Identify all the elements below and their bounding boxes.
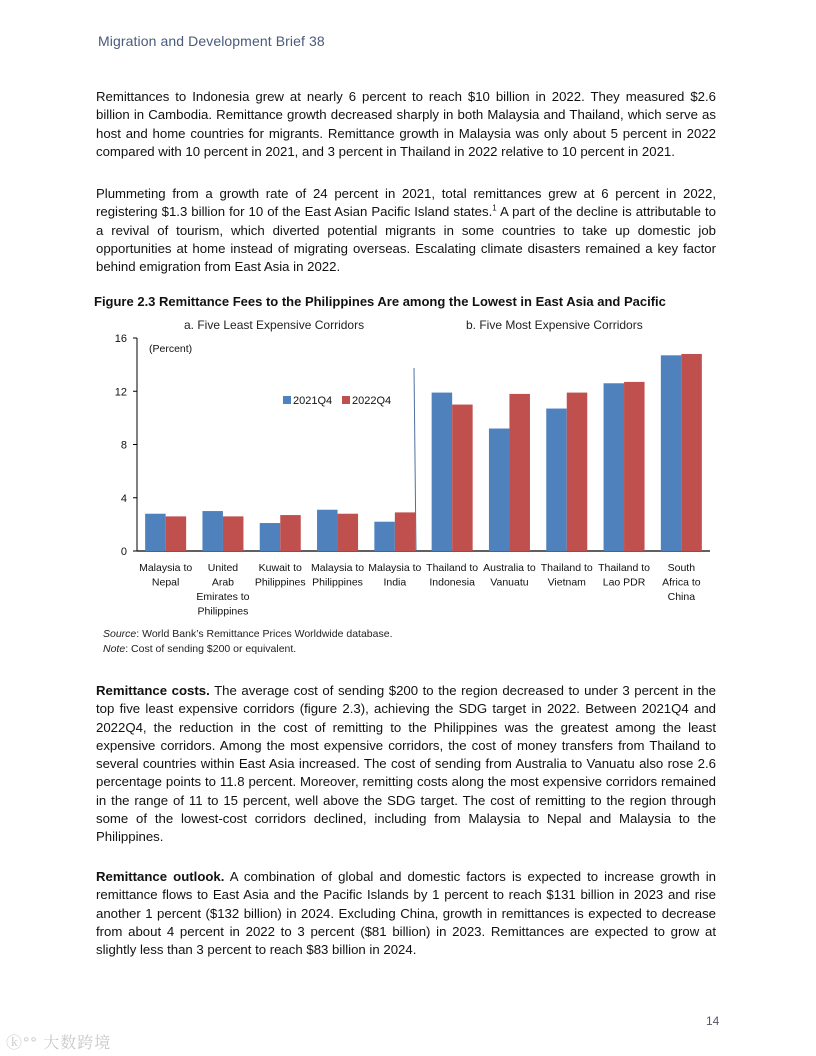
paragraph-text: Plummeting from a growth rate of 24 percent in 2021, total remittances grew at 6 percent in 2022, registering $1.3 billion for 10 of the East Asian Pacific Island states. [96,186,716,220]
x-tick-label: Vanuatu [490,576,529,589]
bar-2022q4 [452,405,473,551]
figure-note: Note: Cost of sending $200 or equivalent. [103,643,297,655]
figure-title: Figure 2.3 Remittance Fees to the Philippines Are among the Lowest in East Asia and Pacific [94,294,666,309]
bar-2022q4 [681,354,702,551]
x-tick-label: Malaysia to [368,562,422,574]
bar-2021q4 [489,429,510,551]
watermark: ⓚ°° 大数跨境 [6,1035,112,1052]
x-tick-label: Lao PDR [602,576,646,589]
bar-2021q4 [546,409,567,551]
bar-2021q4 [661,355,682,551]
x-tick-label: Malaysia to [310,562,365,574]
x-tick-label: Africa to [662,576,701,589]
paragraph-remittance-costs [96,682,716,847]
bar-2021q4 [432,393,453,551]
watermark-logo-icon: ⓚ°° [6,1035,44,1052]
bar-2021q4 [145,514,166,551]
x-tick-label: Thailand to [540,562,593,574]
paragraph-remittance-outlook [96,868,716,959]
x-tick-label: Philippines [312,576,363,589]
x-tick-label: China [667,591,696,603]
panel-b-title: b. Five Most Expensive Corridors [466,318,643,332]
x-tick-label: India [383,576,407,589]
figure-source: Source: World Bank’s Remittance Prices Worldwide database. [103,628,393,640]
y-axis-label: (Percent) [149,343,193,355]
bar-2022q4 [166,516,187,551]
bar-2022q4 [624,382,645,551]
legend-label-2021q4: 2021Q4 [293,395,333,407]
x-tick-label: Arab [211,576,235,589]
paragraph-text: The average cost of sending $200 to the region decreased to under 3 percent in the top five least expensive corridors (figure 2.3), achieving the SDG target in 2022. Between 2021Q4 and 2022Q4, the reduction in the cost of remitting to the Philippines was the greatest among the least expensive corridors. Among the most expensive corridors, the cost of money transfers from Thailand to several countries within East Asia increased. The cost of sending from Australia to Vanuatu also rose 2.6 percentage points to 11.8 percent. Moreover, remitting costs along the most expensive corridors remained in the range of 11 to 15 percent, well above the SDG target. The cost of remitting to the region through some of the lowest-cost corridors declined, including from Malaysia to Nepal and Malaysia to the Philippines. [96,683,716,845]
bar-2022q4 [567,393,588,551]
x-tick-label: Philippines [254,576,306,589]
bar-2022q4 [338,514,359,551]
y-tick-label: 0 [120,546,127,558]
x-tick-label: Indonesia [429,576,475,589]
legend-label-2022q4: 2022Q4 [352,395,392,407]
bar-2022q4 [509,394,530,551]
x-tick-label: South [667,562,696,574]
x-tick-label: Kuwait to [258,562,302,574]
paragraph-lead: Remittance costs. [96,683,210,698]
figure-notes [103,627,392,657]
x-tick-label: Vietnam [547,576,586,589]
paragraph-text: A combination of global and domestic factors is expected to increase growth in remittance flows to East Asia and the Pacific Islands by 1 percent to reach $131 billion in 2023 and rise another 1 percent ($132 billion) in 2024. Excluding China, growth in remittances is expected to decrease from about 4 percent in 2022 to 3 percent ($81 billion) in 2023. Remittances are expected to grow at slightly less than 3 percent to reach $83 billion in 2024. [96,869,717,958]
paragraph-text: A part of the decline is attributable to a revival of tourism, which diverted potential migrants in some countries to take up domestic job opportunities at home instead of migrating overseas. Escalating climate disasters remained a key factor behind emigration from East Asia in 2022. [96,204,716,275]
x-tick-label: Australia to [483,562,536,574]
x-tick-label: Emirates to [196,591,250,603]
bar-2022q4 [223,516,244,551]
bar-2021q4 [374,522,395,551]
bar-2021q4 [604,383,625,551]
y-tick-label: 4 [120,492,127,505]
y-tick-label: 12 [114,386,127,399]
bar-2022q4 [395,512,416,551]
x-tick-label: Thailand to [426,562,479,574]
x-tick-label: Nepal [151,576,180,589]
bar-2021q4 [260,523,281,551]
bar-2022q4 [280,515,301,551]
paragraph-indonesia: Remittances to Indonesia grew at nearly 6 percent to reach $10 billion in 2022. They measured $2.6 billion in Cambodia. Remittance growth decreased sharply in both Malaysia and Thailand, which serve as host and home countries for migrants. Remittance growth in Malaysia was only about 5 percent in 2022 compared with 10 percent in 2021, and 3 percent in Thailand in 2022 relative to 10 percent in 2021. [96,89,716,159]
y-tick-label: 16 [114,333,127,345]
x-tick-label: Philippines [197,605,249,618]
page-number: 14 [706,1014,720,1028]
bar-2021q4 [317,510,338,551]
x-tick-label: United [207,562,239,574]
x-tick-label: Thailand to [598,562,651,574]
y-tick-label: 8 [120,439,127,452]
legend-swatch-2022q4 [342,396,350,404]
legend-swatch-2021q4 [283,396,291,404]
running-header: Migration and Development Brief 38 [98,33,325,49]
x-tick-label: Malaysia to [139,562,193,574]
panel-a-title: a. Five Least Expensive Corridors [184,318,365,332]
paragraph-lead: Remittance outlook. [96,869,225,884]
footnote-marker[interactable]: 1 [492,203,497,213]
bar-2021q4 [202,511,223,551]
